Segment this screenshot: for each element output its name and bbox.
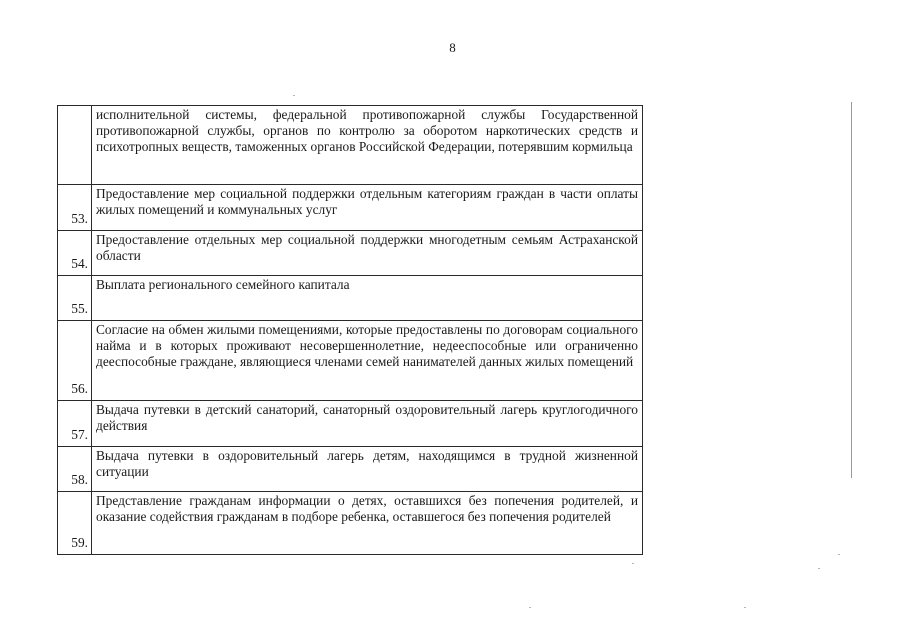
table-row bbox=[58, 321, 643, 401]
row-text: исполнительной системы, федеральной противопожарной службы Государственной противопожарной службы, органов по контролю за оборотом наркотических средств и психотропных веществ, таможенных органов Российской Федерации, потерявшим кормильца bbox=[92, 106, 643, 185]
table-row bbox=[58, 276, 643, 321]
row-number: 59. bbox=[58, 492, 92, 555]
scan-speck bbox=[744, 607, 746, 608]
scan-speck bbox=[838, 554, 840, 555]
table-row bbox=[58, 447, 643, 492]
scan-speck bbox=[293, 95, 295, 96]
table-row bbox=[58, 106, 643, 185]
row-text: Предоставление отдельных мер социальной поддержки многодетным семьям Астраханской области bbox=[92, 231, 643, 276]
row-number: 56. bbox=[58, 321, 92, 401]
row-number: 57. bbox=[58, 401, 92, 447]
row-text: Предоставление мер социальной поддержки отдельным категориям граждан в части оплаты жилых помещений и коммунальных услуг bbox=[92, 185, 643, 231]
scan-speck bbox=[632, 563, 634, 564]
row-number: 53. bbox=[58, 185, 92, 231]
table-row bbox=[58, 492, 643, 555]
row-text: Выдача путевки в оздоровительный лагерь детям, находящимся в трудной жизненной ситуации bbox=[92, 447, 643, 492]
row-number: 54. bbox=[58, 231, 92, 276]
row-text: Выдача путевки в детский санаторий, санаторный оздоровительный лагерь круглогодичного действия bbox=[92, 401, 643, 447]
row-number bbox=[58, 106, 92, 185]
row-number: 58. bbox=[58, 447, 92, 492]
services-table bbox=[57, 105, 643, 555]
row-text: Представление гражданам информации о детях, оставшихся без попечения родителей, и оказание содействия гражданам в подборе ребенка, оставшегося без попечения родителей bbox=[92, 492, 643, 555]
table-row bbox=[58, 185, 643, 231]
row-number: 55. bbox=[58, 276, 92, 321]
table-row bbox=[58, 401, 643, 447]
scan-speck bbox=[529, 607, 531, 608]
scan-speck bbox=[818, 568, 820, 569]
row-text: Согласие на обмен жилыми помещениями, которые предоставлены по договорам социального найма и в которых проживают несовершеннолетние, недееспособные или ограниченно дееспособные граждане, являющиеся членами семей нанимателей данных жилых помещений bbox=[92, 321, 643, 401]
margin-line bbox=[851, 102, 852, 478]
page-number: 8 bbox=[449, 40, 456, 55]
table-row bbox=[58, 231, 643, 276]
row-text: Выплата регионального семейного капитала bbox=[92, 276, 643, 321]
